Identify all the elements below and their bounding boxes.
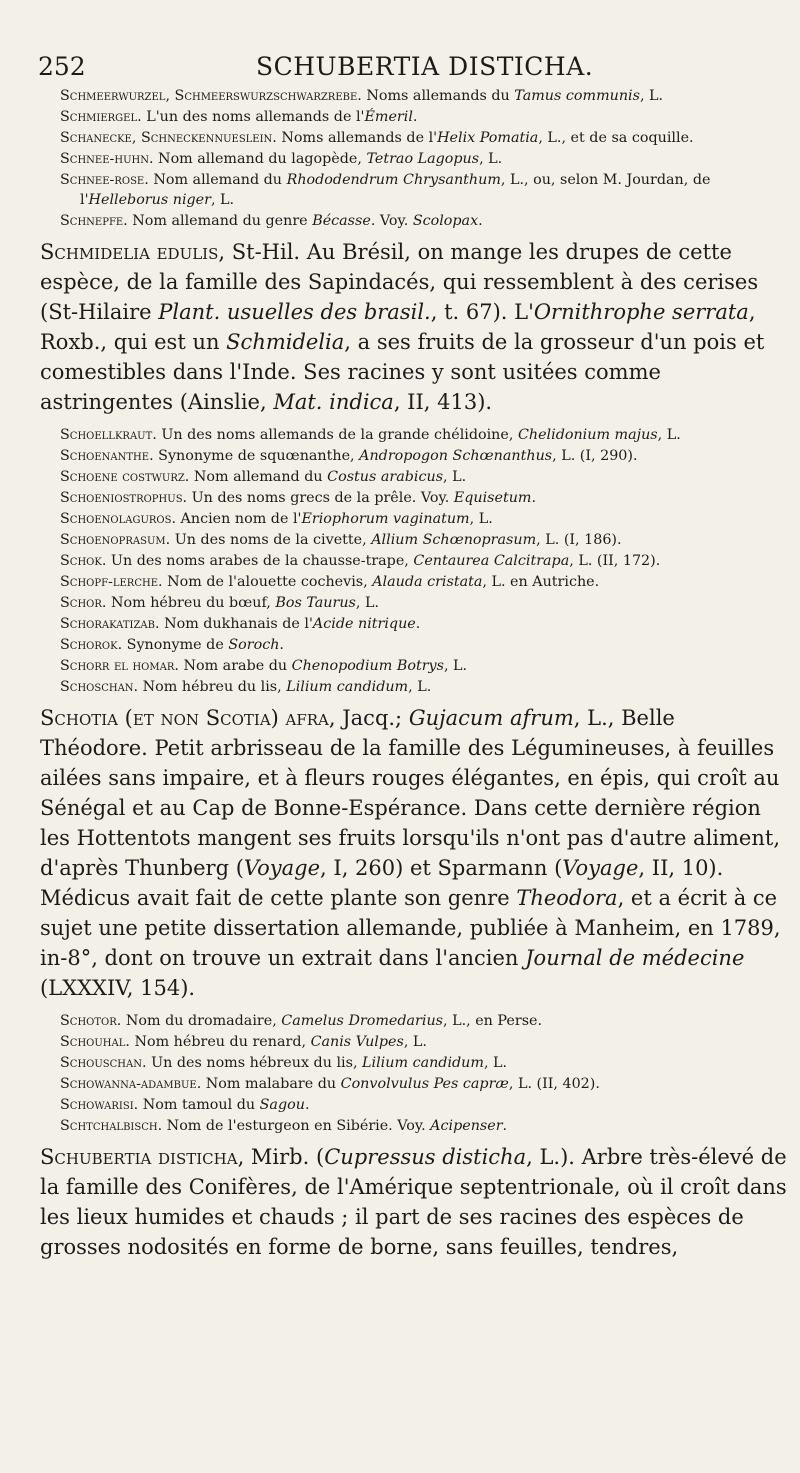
entry-text: Nom allemand du — [189, 469, 328, 485]
entry-text: . — [531, 490, 537, 506]
short-entry — [60, 1011, 788, 1031]
entry-headword: Schmeerwurzel, Schmeerswurzschwarzrebe. — [60, 88, 362, 104]
short-entry — [60, 1074, 788, 1094]
entry-headword: Schorr el homar. — [60, 658, 179, 674]
entry-text: Un des noms hébreux du lis, — [146, 1055, 363, 1071]
entry-text: . — [304, 1097, 310, 1113]
entry-headword: Schotia (et non Scotia) afra — [40, 706, 329, 730]
short-entry — [60, 593, 788, 613]
main-entry — [40, 237, 788, 417]
italic-term: Mat. indica — [273, 390, 394, 414]
entry-text: . — [279, 637, 284, 653]
entry-text: , L., en Perse. — [443, 1013, 543, 1029]
entry-text: Nom de l'esturgeon en Sibérie. Voy. — [162, 1118, 431, 1134]
entry-text: , L. — [210, 192, 235, 208]
short-entry — [60, 170, 788, 210]
entry-text: Nom hébreu du renard, — [129, 1034, 311, 1050]
entry-text: , et a écrit à ce sujet une petite dissertation allemande, publiée à Manheim, en 1789, in-8°, dont on trouve un extrait dans l'ancien — [40, 886, 781, 970]
entry-text: , Jacq.; — [328, 706, 409, 730]
italic-term: Acide nitrique — [312, 616, 416, 632]
italic-term: Soroch — [228, 637, 280, 653]
entry-text: Un des noms allemands de la grande chélidoine, — [156, 427, 518, 443]
italic-term: Plant. usuelles des brasil. — [158, 300, 431, 324]
entry-headword: Schnee-rose. — [60, 172, 149, 188]
italic-term: Helix Pomatia — [437, 130, 539, 146]
entry-text: . — [415, 616, 421, 632]
italic-term: Helleborus niger — [88, 192, 211, 208]
dictionary-entries — [40, 86, 788, 1270]
entry-text: Nom tamoul du — [138, 1097, 260, 1113]
entry-text: Nom hébreu du lis, — [138, 679, 287, 695]
italic-term: Gujacum afrum — [408, 706, 574, 730]
entry-text: , L. (II, 172). — [569, 553, 661, 569]
entry-headword: Schok. — [60, 553, 107, 569]
italic-term: Schmidelia — [226, 330, 345, 354]
entry-headword: Schouhal. — [60, 1034, 130, 1050]
italic-term: Chenopodium Botrys — [291, 658, 444, 674]
entry-text: , L. — [657, 427, 681, 443]
entry-text: , Roxb., qui est un — [40, 300, 756, 354]
entry-headword: Schoenolaguros. — [60, 511, 177, 527]
entry-text: (LXXXIV, 154). — [40, 976, 196, 1000]
italic-term: Tetrao Lagopus — [366, 151, 480, 167]
italic-term: Eriophorum vaginatum — [301, 511, 470, 527]
italic-term: Voyage — [243, 856, 321, 880]
italic-term: Journal de médecine — [525, 946, 745, 970]
italic-term: Rhododendrum Chrysanthum — [286, 172, 501, 188]
short-entry — [60, 1053, 788, 1073]
entry-headword: Schowanna-adambue. — [60, 1076, 202, 1092]
short-entry — [60, 446, 788, 466]
italic-term: Cupressus disticha — [324, 1145, 527, 1169]
italic-term: Voyage — [562, 856, 639, 880]
italic-term: Sagou — [259, 1097, 305, 1113]
entry-text: , L. (II, 402). — [508, 1076, 600, 1092]
italic-term: Allium Schœnoprasum — [371, 532, 537, 548]
italic-term: Lilium candidum — [362, 1055, 484, 1071]
page-number: 252 — [38, 52, 86, 81]
short-entry — [60, 149, 788, 169]
short-entry — [60, 1032, 788, 1052]
entry-headword: Schoellkraut. — [60, 427, 157, 443]
italic-term: Chelidonium majus — [517, 427, 658, 443]
entry-text: Un des noms grecs de la prêle. Voy. — [187, 490, 454, 506]
entry-text: Nom du dromadaire, — [121, 1013, 282, 1029]
main-entry — [40, 703, 788, 1003]
short-entry — [60, 572, 788, 592]
entry-text: , L. — [469, 511, 493, 527]
entry-text: , L. (I, 290). — [552, 448, 638, 464]
entry-text: Synonyme de — [122, 637, 229, 653]
short-entry — [60, 425, 788, 445]
entry-text: Nom allemand du genre — [127, 213, 313, 229]
entry-text: . — [502, 1118, 508, 1134]
entry-text: , L., ou, selon M. Jourdan, de l' — [80, 172, 711, 208]
short-entry — [60, 635, 788, 655]
italic-term: Canis Vulpes — [310, 1034, 404, 1050]
entry-text: Nom de l'alouette cochevis, — [162, 574, 373, 590]
entry-headword: Schubertia disticha — [40, 1145, 238, 1169]
entry-text: , L. — [639, 88, 664, 104]
short-entry — [60, 86, 788, 106]
entry-headword: Schoeniostrophus. — [60, 490, 188, 506]
entry-headword: Schorok. — [60, 637, 123, 653]
short-entry — [60, 467, 788, 487]
short-entry — [60, 107, 788, 127]
short-entry — [60, 677, 788, 697]
entry-text: Noms allemands du — [361, 88, 515, 104]
italic-term: Lilium candidum — [286, 679, 409, 695]
entry-text: Noms allemands de l' — [276, 130, 438, 146]
entry-text: , L. — [355, 595, 380, 611]
entry-headword: Schopf-lerche. — [60, 574, 163, 590]
entry-text: , L. — [443, 469, 467, 485]
short-entry — [60, 488, 788, 508]
italic-term: Costus arabicus — [327, 469, 444, 485]
entry-text: Ancien nom de l' — [176, 511, 302, 527]
entry-headword: Schnepfe. — [60, 213, 128, 229]
running-title: SCHUBERTIA DISTICHA. — [256, 52, 594, 81]
italic-term: Ornithrophe serrata — [533, 300, 749, 324]
short-entry — [60, 211, 788, 231]
entry-text: , L., et de sa coquille. — [538, 130, 694, 146]
italic-term: Acipenser — [430, 1118, 503, 1134]
entry-text: , L. — [443, 658, 468, 674]
entry-text: , L. — [483, 1055, 508, 1071]
entry-headword: Schmidelia edulis — [40, 240, 219, 264]
entry-text: , L. — [479, 151, 503, 167]
entry-text: L'un des noms allemands de l' — [141, 109, 365, 125]
entry-text: , L. (I, 186). — [536, 532, 622, 548]
entry-text: Nom hébreu du bœuf, — [106, 595, 276, 611]
italic-term: Bécasse — [312, 213, 371, 229]
entry-text: , L.). Arbre très-élevé de la famille des Conifères, de l'Amérique septentrionale, où il croît dans les lieux humides et chauds ; il part de ses racines des espèces de grosses nodosités en forme de borne, sans feuilles, tendres, — [40, 1145, 787, 1259]
short-entry — [60, 551, 788, 571]
short-entry — [60, 530, 788, 550]
entry-headword: Schanecke, Schneckennueslein. — [60, 130, 277, 146]
entry-text: Synonyme de squœnanthe, — [153, 448, 360, 464]
entry-text: . — [412, 109, 418, 125]
entry-text: , t. 67). L' — [430, 300, 534, 324]
main-entry — [40, 1142, 788, 1262]
italic-term: Bos Taurus — [275, 595, 356, 611]
short-entry — [60, 1095, 788, 1115]
entry-headword: Schorakatizab. — [60, 616, 160, 632]
entry-text: , L., Belle Théodore. Petit arbrisseau de la famille des Légumineuses, à feuilles ailées sans impaire, et à fleurs rouges élégantes, en épis, qui croît au Sénégal et au Cap de Bonne-Espérance. Dans cette dernière région les Hottentots mangent ses fruits lorsqu'ils n'ont pas d'autre aliment, d'après Thunberg ( — [40, 706, 780, 880]
entry-headword: Schowarisi. — [60, 1097, 139, 1113]
italic-term: Scolopax — [412, 213, 479, 229]
entry-text: , I, 260) et Sparmann ( — [320, 856, 563, 880]
short-entry — [60, 656, 788, 676]
entry-text: , II, 413). — [393, 390, 493, 414]
italic-term: Equisetum — [453, 490, 532, 506]
entry-headword: Schtchalbisch. — [60, 1118, 163, 1134]
italic-term: Theodora — [516, 886, 618, 910]
short-entry — [60, 1116, 788, 1136]
entry-headword: Schoene costwurz. — [60, 469, 190, 485]
entry-text: Nom arabe du — [178, 658, 292, 674]
entry-text: Nom allemand du lagopède, — [153, 151, 367, 167]
entry-text: , II, 10). Médicus avait fait de cette plante son genre — [40, 856, 724, 910]
entry-text: Nom malabare du — [201, 1076, 341, 1092]
entry-text: , L. — [403, 1034, 427, 1050]
short-entry — [60, 509, 788, 529]
italic-term: Convolvulus Pes capræ — [340, 1076, 509, 1092]
entry-headword: Schouschan. — [60, 1055, 147, 1071]
entry-headword: Schotor. — [60, 1013, 122, 1029]
entry-text: Un des noms de la civette, — [170, 532, 372, 548]
short-entry — [60, 614, 788, 634]
italic-term: Émeril — [364, 109, 413, 125]
italic-term: Alauda cristata — [372, 574, 483, 590]
entry-text: , L. — [408, 679, 432, 695]
italic-term: Camelus Dromedarius — [281, 1013, 443, 1029]
entry-headword: Schoenoprasum. — [60, 532, 171, 548]
entry-headword: Schoenanthe. — [60, 448, 154, 464]
italic-term: Centaurea Calcitrapa — [413, 553, 570, 569]
entry-text: Nom dukhanais de l' — [159, 616, 313, 632]
entry-text: , a ses fruits de la grosseur d'un pois et comestibles dans l'Inde. Ses racines y sont usitées comme astringentes (Ainslie, — [40, 330, 765, 414]
entry-headword: Schnee-huhn. — [60, 151, 154, 167]
entry-headword: Schoschan. — [60, 679, 139, 695]
entry-text: . — [478, 213, 483, 229]
entry-headword: Schor. — [60, 595, 107, 611]
entry-text: Nom allemand du — [148, 172, 287, 188]
entry-text: Un des noms arabes de la chausse-trape, — [106, 553, 414, 569]
entry-text: . Voy. — [370, 213, 413, 229]
italic-term: Andropogon Schœnanthus — [359, 448, 553, 464]
entry-text: , L. en Autriche. — [482, 574, 600, 590]
entry-text: , Mirb. ( — [237, 1145, 325, 1169]
italic-term: Tamus communis — [514, 88, 640, 104]
entry-headword: Schmiergel. — [60, 109, 142, 125]
short-entry — [60, 128, 788, 148]
entry-text: , St-Hil. Au Brésil, on mange les drupes de cette espèce, de la famille des Sapindacés, qui ressemblent à des cerises (St-Hilaire — [40, 240, 759, 324]
